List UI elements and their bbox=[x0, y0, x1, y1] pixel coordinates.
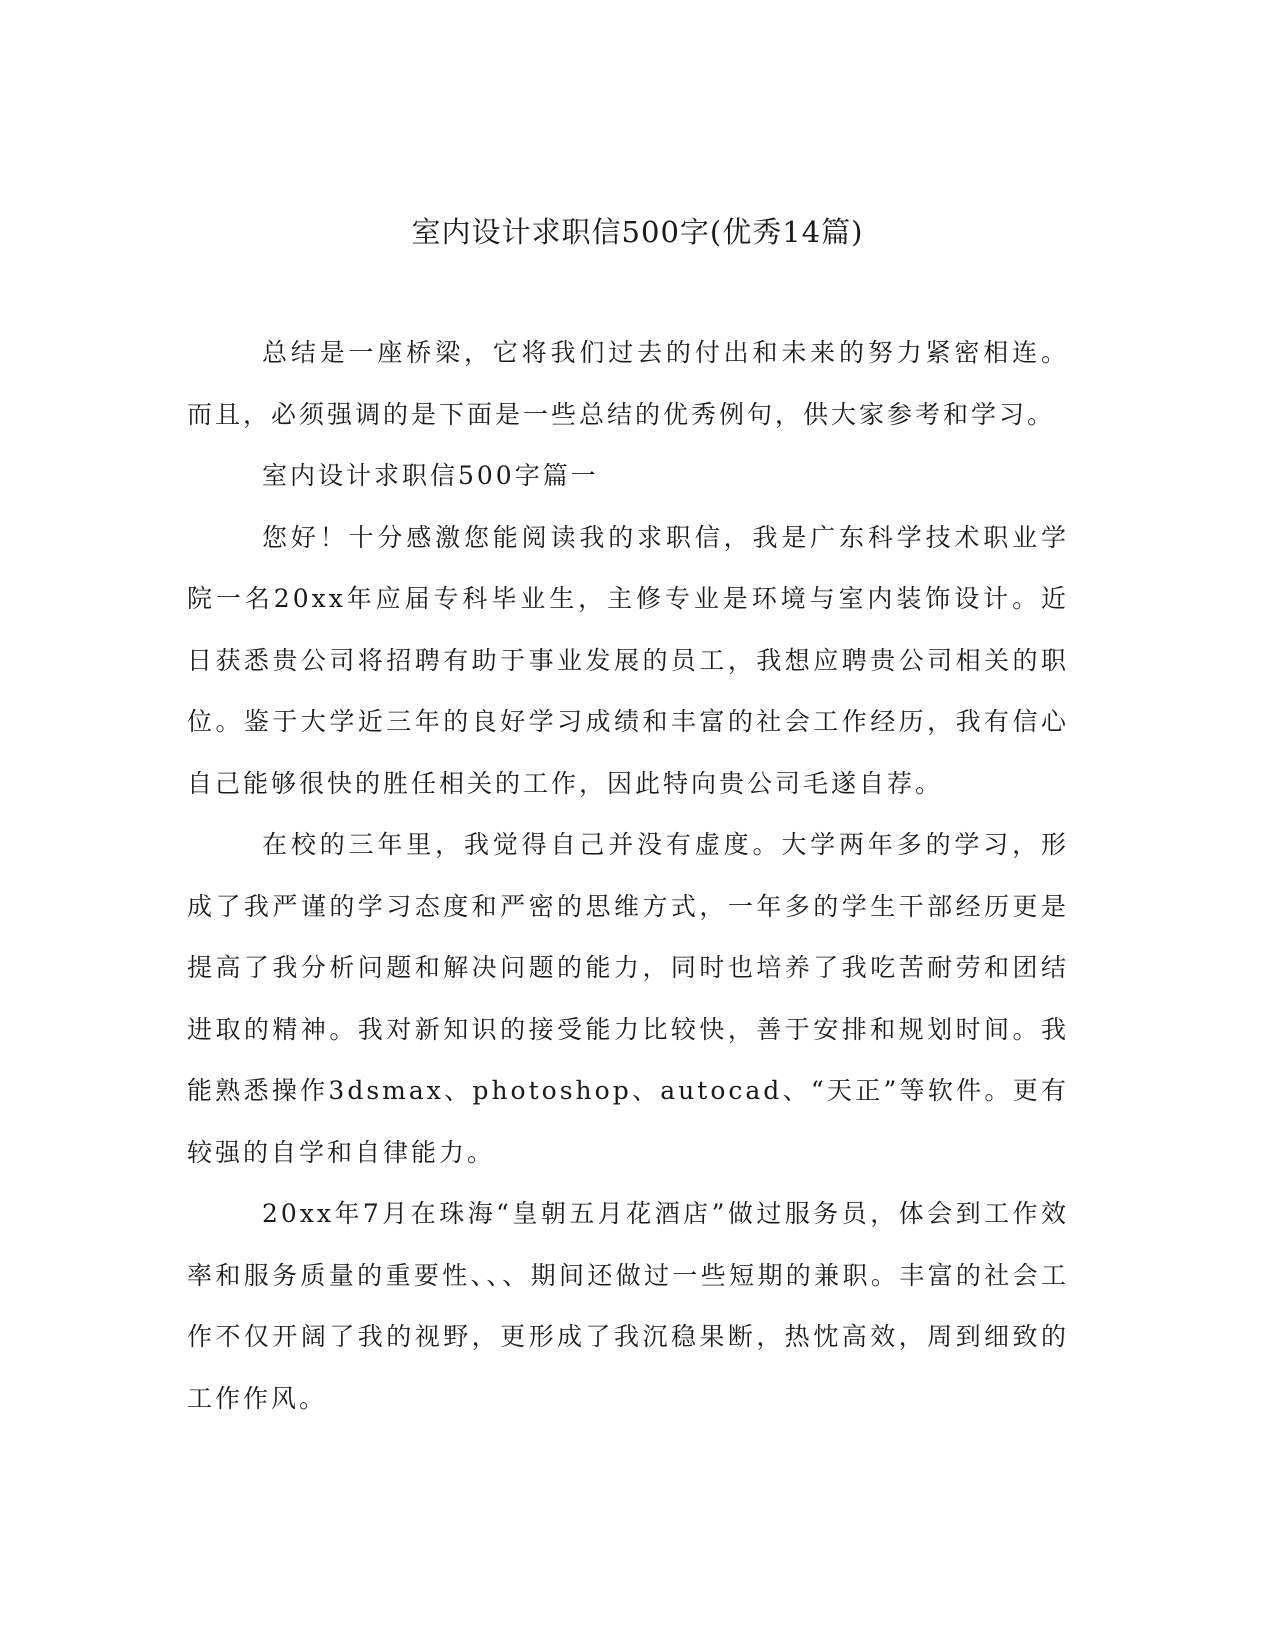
body-paragraph: 20xx年7月在珠海“皇朝五月花酒店”做过服务员，体会到工作效率和服务质量的重要性、、、期间还做过一些短期的兼职。丰富的社会工作不仅开阔了我的视野，更形成了我沉稳果断，热忱高效，周到细致的工作作风。 bbox=[187, 1199, 1069, 1413]
body-paragraph: 在校的三年里，我觉得自己并没有虚度。大学两年多的学习，形成了我严谨的学习态度和严密的思维方式，一年多的学生干部经历更是提高了我分析问题和解决问题的能力，同时也培养了我吃苦耐劳和团结进取的精神。我对新知识的接受能力比较快，善于安排和规划时间。我能熟悉操作3dsmax、photoshop、autocad、“天正”等软件。更有较强的自学和自律能力。 bbox=[187, 830, 1069, 1167]
page-title: 室内设计求职信500字(优秀14篇) bbox=[411, 215, 864, 249]
body-paragraph: 您好！十分感激您能阅读我的求职信，我是广东科学技术职业学院一名20xx年应届专科毕业生，主修专业是环境与室内装饰设计。近日获悉贵公司将招聘有助于事业发展的员工，我想应聘贵公司相关的职位。鉴于大学近三年的良好学习成绩和丰富的社会工作经历，我有信心自己能够很快的胜任相关的工作，因此特向贵公司毛遂自荐。 bbox=[187, 522, 1069, 798]
document-body bbox=[187, 322, 1069, 1429]
section-heading: 室内设计求职信500字篇一 bbox=[262, 461, 599, 490]
intro-paragraph: 总结是一座桥梁，它将我们过去的付出和未来的努力紧密相连。而且，必须强调的是下面是一些总结的优秀例句，供大家参考和学习。 bbox=[187, 338, 1069, 429]
